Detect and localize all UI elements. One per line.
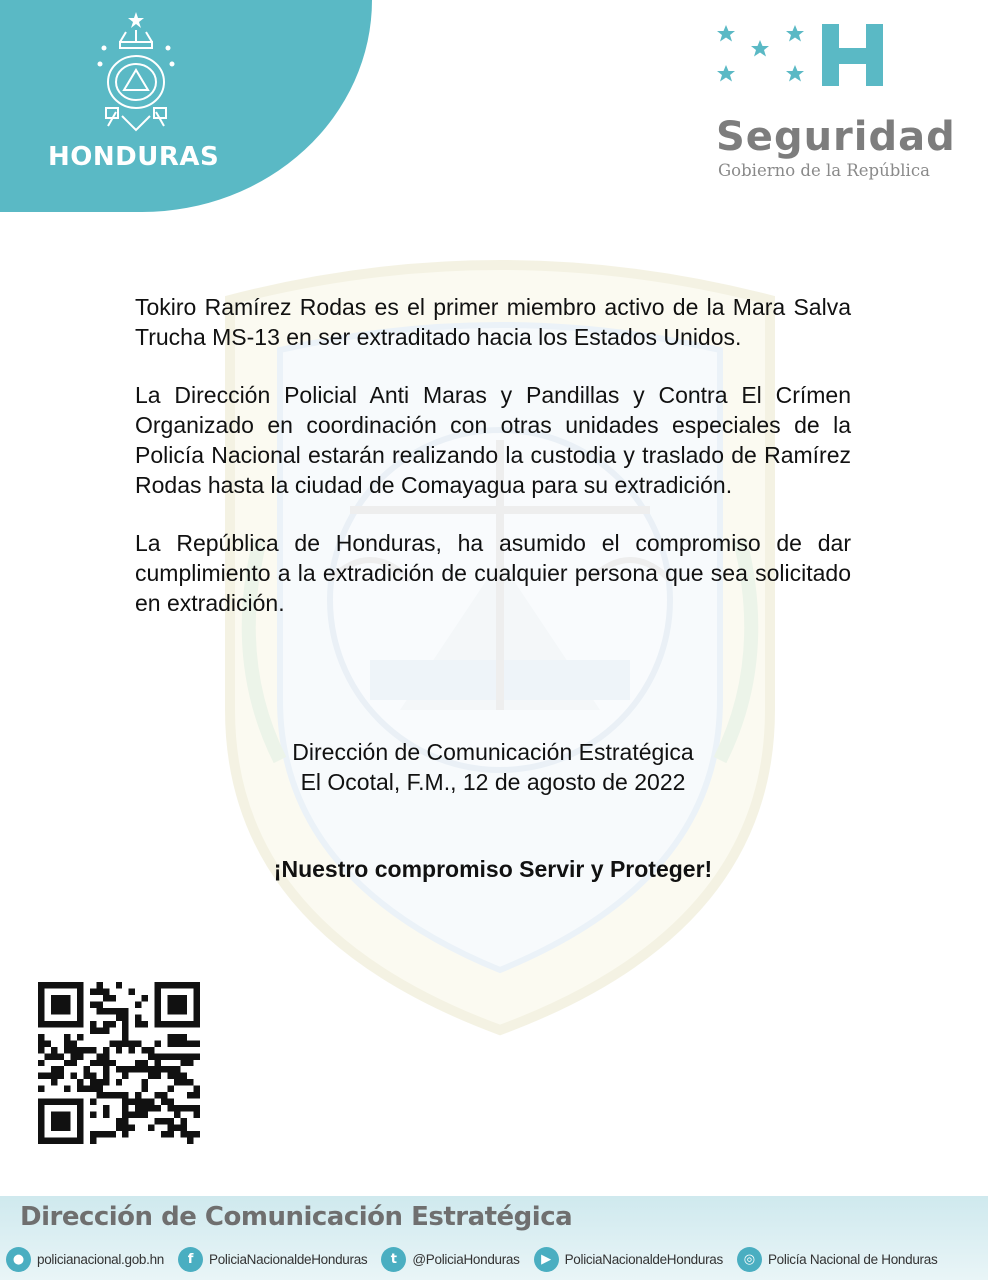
paragraph-1: Tokiro Ramírez Rodas es el primer miembro activo de la Mara Salva Trucha MS-13 en ser extraditado hacia los Estados Unidos.	[135, 294, 851, 350]
signature-department: Dirección de Comunicación Estratégica	[292, 739, 694, 765]
country-label: HONDURAS	[48, 142, 220, 172]
footer-link-text: PoliciaNacionaldeHonduras	[209, 1251, 368, 1267]
footer-title: Dirección de Comunicación Estratégica	[20, 1202, 573, 1232]
footer-social-links	[6, 1244, 984, 1274]
footer-link-youtube[interactable]	[534, 1247, 723, 1272]
footer-link-twitter[interactable]	[381, 1247, 519, 1272]
paragraph-3: La República de Honduras, ha asumido el compromiso de dar cumplimiento a la extradición de cualquier persona que sea solicitado en extradición.	[135, 530, 851, 616]
footer-link-text: Policía Nacional de Honduras	[767, 1251, 938, 1267]
instagram-icon: ◎	[737, 1247, 762, 1272]
location-pin-icon: ●	[6, 1247, 31, 1272]
header-corner-banner	[0, 0, 372, 212]
footer-link-text: @PoliciaHonduras	[412, 1251, 520, 1267]
signature-block	[135, 737, 851, 797]
footer-link-text: policianacional.gob.hn	[37, 1251, 165, 1267]
statement-body	[135, 292, 851, 646]
paragraph-2: La Dirección Policial Anti Maras y Pandillas y Contra El Crímen Organizado en coordinación con otras unidades especiales de la Policía Nacional estarán realizando la custodia y traslado de Ramírez Rodas hasta la ciudad de Comayagua para su extradición.	[135, 382, 851, 498]
footer-link-instagram[interactable]	[737, 1247, 937, 1272]
footer-link-text: PoliciaNacionaldeHonduras	[564, 1251, 723, 1267]
youtube-icon: ▶	[534, 1247, 559, 1272]
signature-place-date: El Ocotal, F.M., 12 de agosto de 2022	[300, 769, 686, 795]
brand-word: Seguridad	[716, 114, 956, 160]
brand-subtitle: Gobierno de la República	[718, 161, 930, 180]
qr-code-icon[interactable]	[38, 982, 200, 1144]
coat-of-arms-icon	[86, 8, 186, 138]
twitter-icon: t	[381, 1247, 406, 1272]
slogan: ¡Nuestro compromiso Servir y Proteger!	[273, 856, 713, 882]
footer-link-website[interactable]	[6, 1247, 164, 1272]
seguridad-logo	[714, 22, 986, 192]
footer-link-facebook[interactable]	[178, 1247, 367, 1272]
facebook-icon: f	[178, 1247, 203, 1272]
stars-and-h-logo-icon	[714, 22, 894, 92]
